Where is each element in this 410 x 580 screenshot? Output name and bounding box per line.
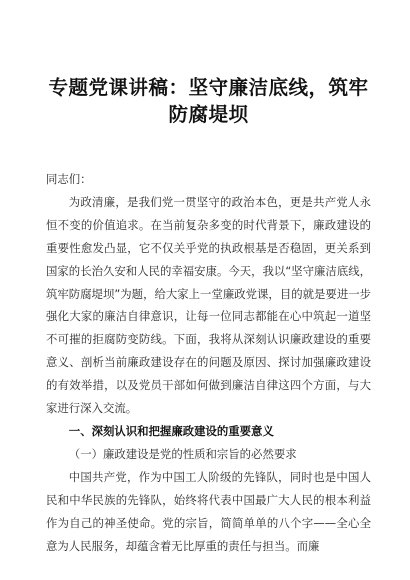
salutation: 同志们：	[46, 172, 92, 186]
title-line-2: 防腐堤坝	[168, 103, 249, 126]
section-heading-1: 一、深刻认识和把握廉政建设的重要意义	[68, 423, 274, 438]
subsection-heading-1: （一）廉政建设是党的性质和宗旨的必然要求	[68, 446, 297, 461]
title-line-1: 专题党课讲稿：坚守廉洁底线，筑牢	[48, 76, 369, 99]
body-paragraph-2: 中国共产党，作为中国工人阶级的先锋队，同时也是中国人民和中华民族的先锋队，始终将代表中国最广大人民的根本利益作为自己的神圣使命。党的宗旨，简简单单的八个字——全心全意为人民服务，却蕴含着无比厚重的责任与担当。而廉	[46, 469, 371, 553]
document-title	[46, 74, 371, 128]
body-paragraph-1: 为政清廉，是我们党一贯坚守的政治本色，更是共产党人永恒不变的价值追求。在当前复杂多变的时代背景下，廉政建设的重要性愈发凸显，它不仅关乎党的执政根基是否稳固，更关系到国家的长治久安和人民的幸福安康。今天，我以“坚守廉洁底线，筑牢防腐堤坝”为题，给大家上一堂廉政党课，目的就是要进一步强化大家的廉洁自律意识，让每一位同志都能在心中筑起一道坚不可摧的拒腐防变防线。下面，我将从深刻认识廉政建设的重要意义、剖析当前廉政建设存在的问题及原因、探讨加强廉政建设的有效举措，以及党员干部如何做到廉洁自律这四个方面，与大家进行深入交流。	[46, 194, 371, 416]
